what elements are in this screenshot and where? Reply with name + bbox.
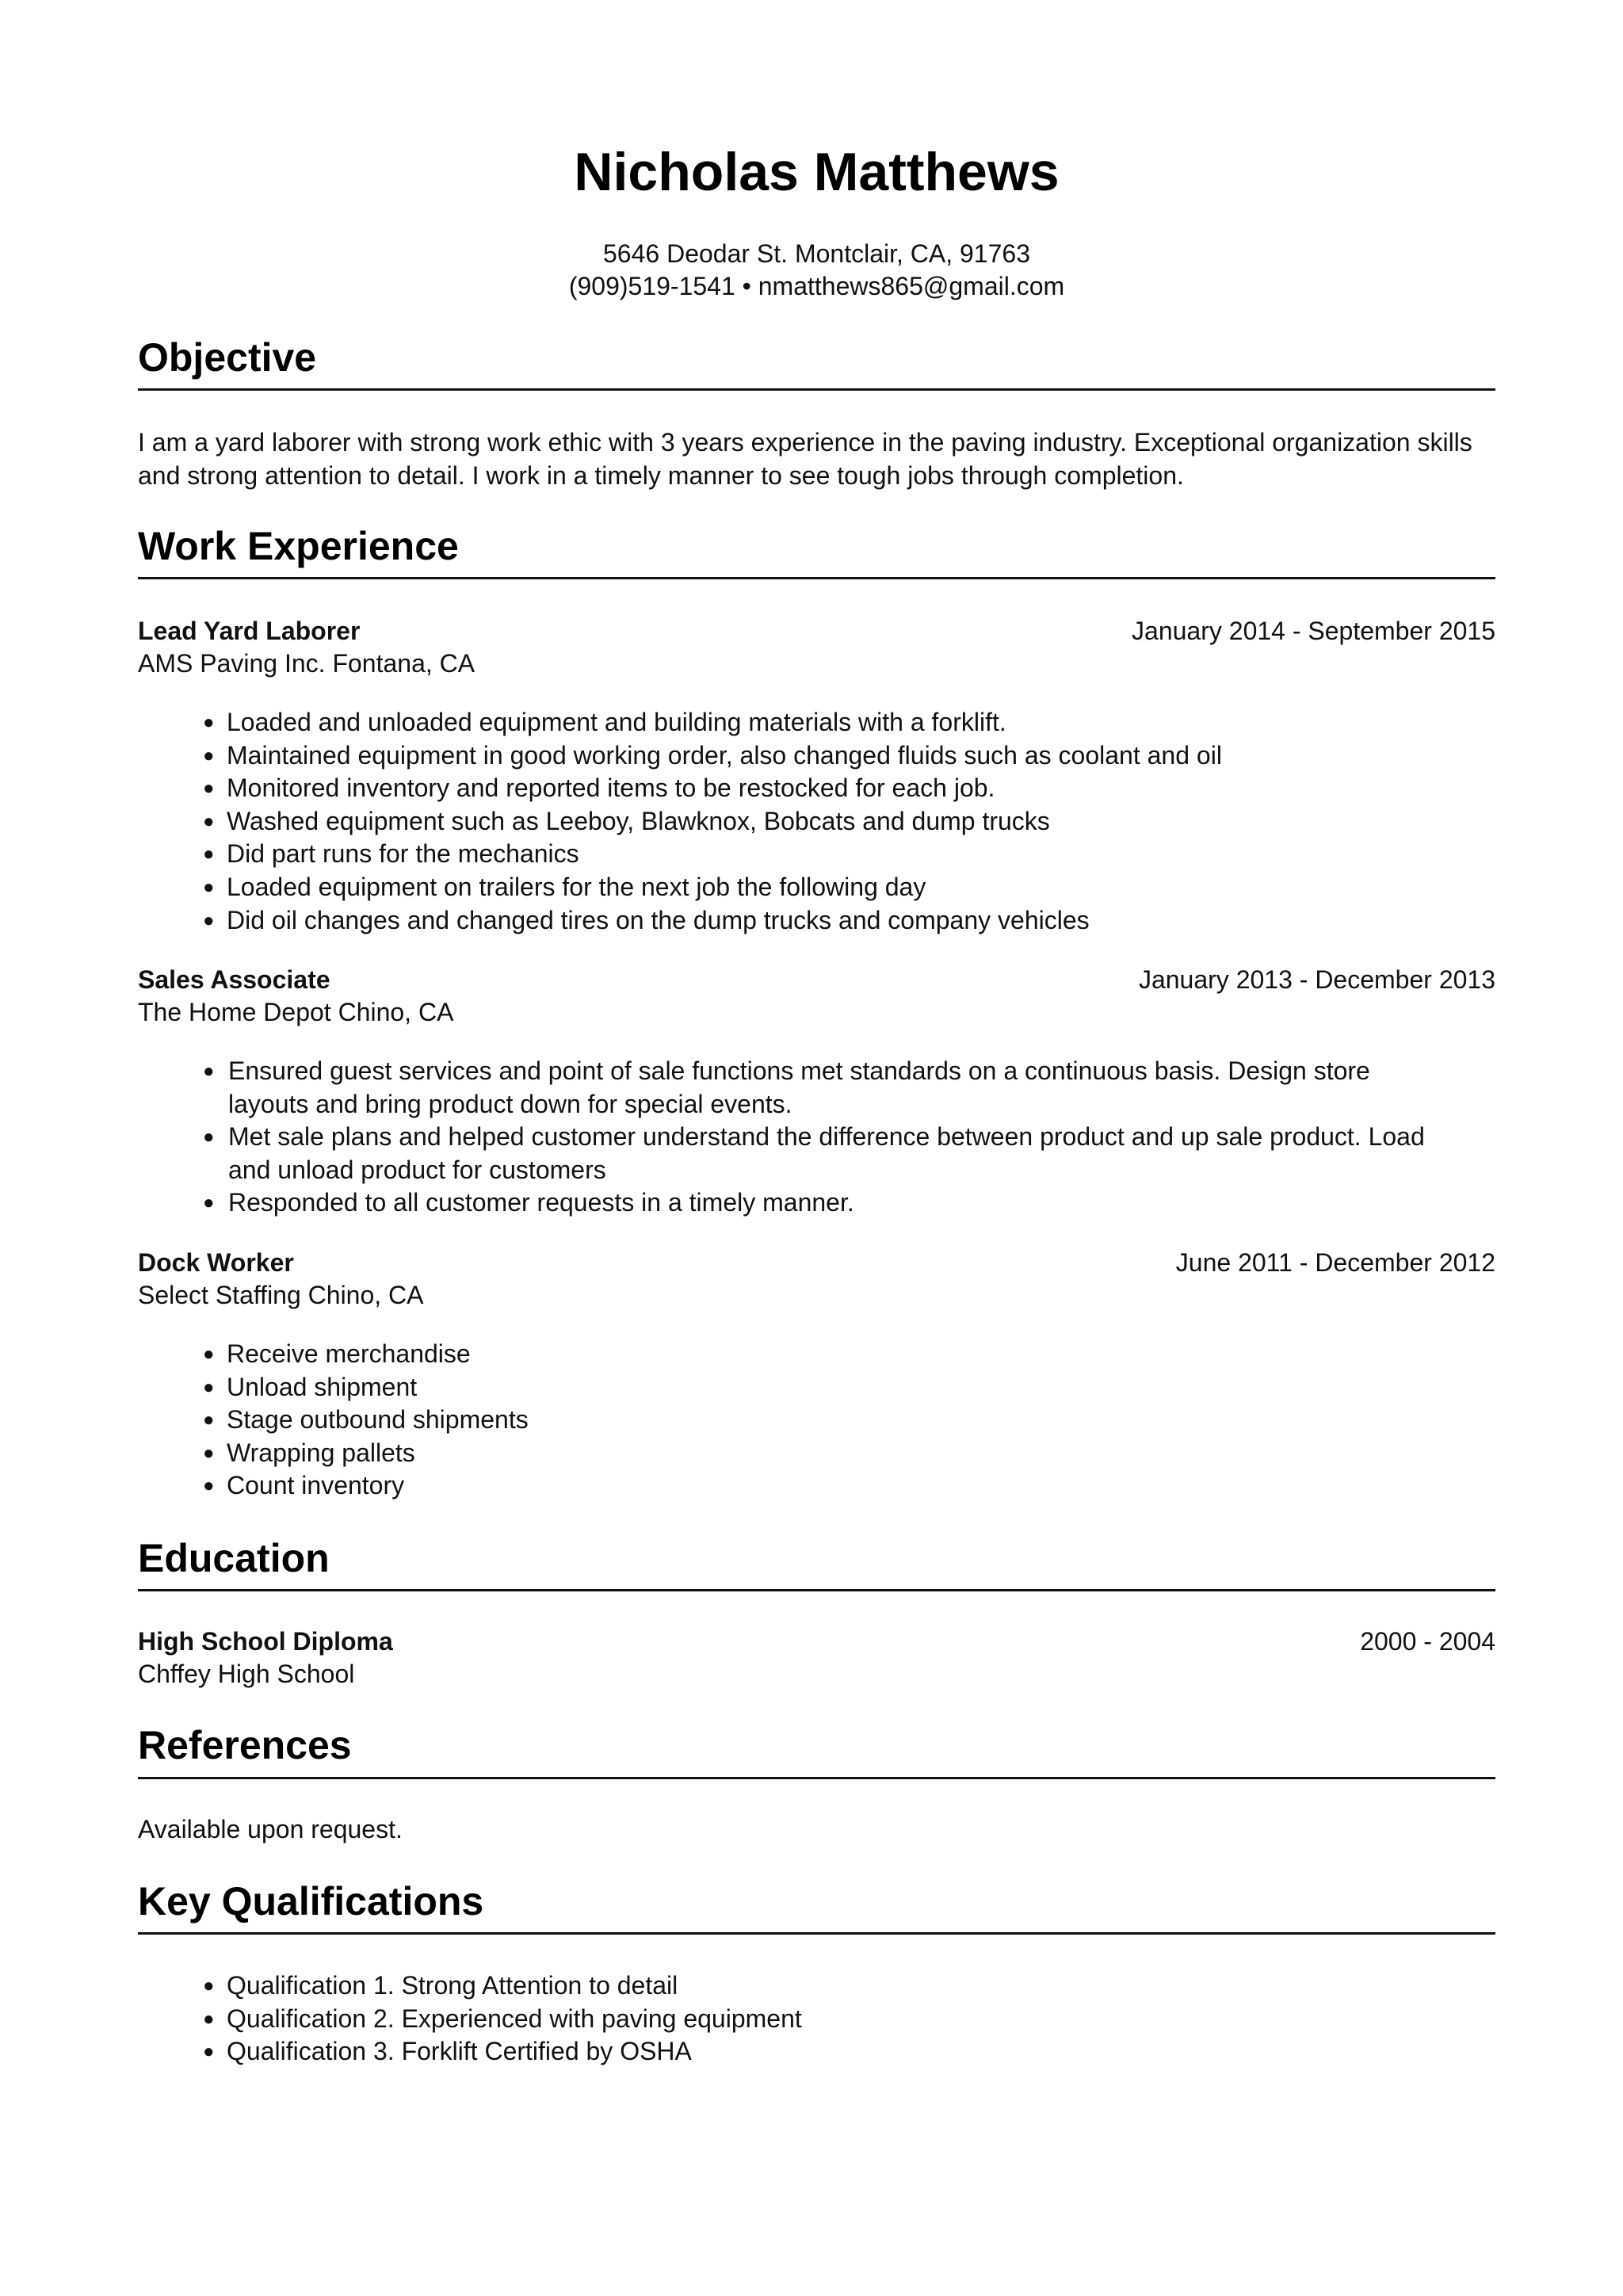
list-item: ● Qualification 2. Experienced with paving equipment	[203, 2003, 1471, 2036]
education-school: Chffey High School	[138, 1660, 355, 1688]
job-company: AMS Paving Inc. Fontana, CA	[138, 649, 475, 678]
qualifications-list	[203, 1969, 1471, 2069]
list-item: ● Loaded and unloaded equipment and building materials with a forklift.	[203, 706, 1471, 739]
section-title-references: References	[138, 1723, 352, 1767]
education-dates: 2000 - 2004	[1360, 1627, 1495, 1656]
job-title: Dock Worker	[138, 1248, 294, 1277]
list-item: ● Did part runs for the mechanics	[203, 838, 1471, 871]
job-company: Select Staffing Chino, CA	[138, 1281, 424, 1309]
section-title-key-qualifications: Key Qualifications	[138, 1879, 484, 1924]
section-divider	[138, 1777, 1495, 1779]
list-item: ● Washed equipment such as Leeboy, Blawknox, Bobcats and dump trucks	[203, 805, 1471, 839]
job-title: Sales Associate	[138, 965, 330, 994]
section-title-work-experience: Work Experience	[138, 524, 459, 568]
list-item: ● Maintained equipment in good working order, also changed fluids such as coolant and oil	[203, 739, 1471, 773]
job-company: The Home Depot Chino, CA	[138, 998, 454, 1026]
list-item: ● Responded to all customer requests in a timely manner.	[203, 1186, 1439, 1220]
list-item: ● Monitored inventory and reported items to be restocked for each job.	[203, 772, 1471, 805]
list-item: ● Wrapping pallets	[203, 1437, 1471, 1470]
job-bullet-list	[203, 1055, 1439, 1220]
references-text: Available upon request.	[138, 1815, 403, 1843]
list-item: ● Qualification 3. Forklift Certified by OSHA	[203, 2035, 1471, 2069]
address-line: 5646 Deodar St. Montclair, CA, 91763	[603, 239, 1030, 268]
job-dates: January 2014 - September 2015	[1132, 617, 1495, 645]
list-item: ● Did oil changes and changed tires on the dump trucks and company vehicles	[203, 904, 1471, 938]
list-item: ● Count inventory	[203, 1469, 1471, 1503]
job-dates: January 2013 - December 2013	[1138, 965, 1495, 994]
list-item: ● Unload shipment	[203, 1371, 1471, 1404]
section-title-objective: Objective	[138, 335, 317, 380]
list-item: ● Ensured guest services and point of sale functions met standards on a continuous basis. Design store layouts and bring product down for special events.	[203, 1055, 1439, 1121]
section-divider	[138, 388, 1495, 391]
education-degree: High School Diploma	[138, 1627, 393, 1656]
job-title: Lead Yard Laborer	[138, 617, 361, 645]
section-title-education: Education	[138, 1536, 330, 1580]
list-item: ● Loaded equipment on trailers for the next job the following day	[203, 871, 1471, 904]
candidate-name: Nicholas Matthews	[574, 142, 1060, 202]
contact-line: (909)519-1541 • nmatthews865@gmail.com	[568, 272, 1065, 300]
section-divider	[138, 577, 1495, 579]
section-divider	[138, 1589, 1495, 1591]
list-item: ● Stage outbound shipments	[203, 1404, 1471, 1437]
job-bullet-list	[203, 1338, 1471, 1503]
section-divider	[138, 1932, 1495, 1935]
list-item: ● Met sale plans and helped customer understand the difference between product and up sale product. Load and unload product for customers	[203, 1121, 1439, 1186]
list-item: ● Receive merchandise	[203, 1338, 1471, 1371]
job-dates: June 2011 - December 2012	[1175, 1248, 1495, 1277]
objective-text: I am a yard laborer with strong work ethic with 3 years experience in the paving industry. Exceptional organization skills and strong attention to detail. I work in a timely manner to see tough jobs through completion.	[138, 428, 1472, 490]
list-item: ● Qualification 1. Strong Attention to detail	[203, 1969, 1471, 2003]
job-bullet-list	[203, 706, 1471, 937]
